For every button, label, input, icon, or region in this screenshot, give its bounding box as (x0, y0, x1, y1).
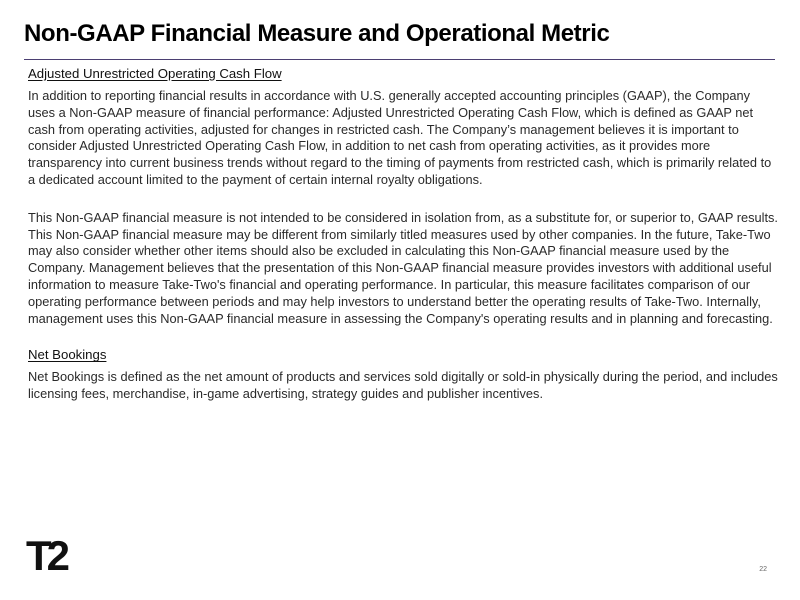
section-heading-adjusted-unrestricted-operating-cash-flow: Adjusted Unrestricted Operating Cash Flow (28, 66, 282, 81)
take-two-logo: T2 (26, 532, 66, 579)
title-divider (24, 59, 775, 60)
paragraph-non-gaap-disclaimer: This Non-GAAP financial measure is not intended to be considered in isolation from, as a substitute for, or superior to, GAAP results. This Non-GAAP financial measure may be different from similarly titled measures used by other companies. In the future, Take-Two may also consider whether other items should also be excluded in calculating this Non-GAAP financial measure used by the Company. Management believes that the presentation of this Non-GAAP financial measure provides investors with additional useful information to measure Take-Two's financial and operating performance. In particular, this measure facilitates comparison of our operating performance between periods and may help investors to understand better the operating results of Take-Two. Internally, management uses this Non-GAAP financial measure in assessing the Company's operating results and in planning and forecasting. (28, 209, 778, 326)
paragraph-net-bookings-definition: Net Bookings is defined as the net amount of products and services sold digitally or sold-in physically during the period, and includes licensing fees, merchandise, in-game advertising, strategy guides and publisher incentives. (28, 369, 778, 402)
paragraph-cash-flow-definition: In addition to reporting financial results in accordance with U.S. generally accepted accounting principles (GAAP), the Company uses a Non-GAAP measure of financial performance: Adjusted Unrestricted Operating Cash Flow, which is defined as GAAP net cash from operating activities, adjusted for changes in restricted cash. The Company’s management believes it is important to consider Adjusted Unrestricted Operating Cash Flow, in addition to net cash from operating activities, as it provides more transparency into current business trends without regard to the timing of payments from restricted cash, which is primarily related to a dedicated account limited to the payment of certain internal royalty obligations. (28, 88, 772, 187)
section-heading-net-bookings: Net Bookings (28, 347, 107, 363)
page-number: 22 (759, 566, 767, 573)
content-area (28, 65, 780, 403)
page-title: Non-GAAP Financial Measure and Operational Metric (24, 20, 610, 47)
